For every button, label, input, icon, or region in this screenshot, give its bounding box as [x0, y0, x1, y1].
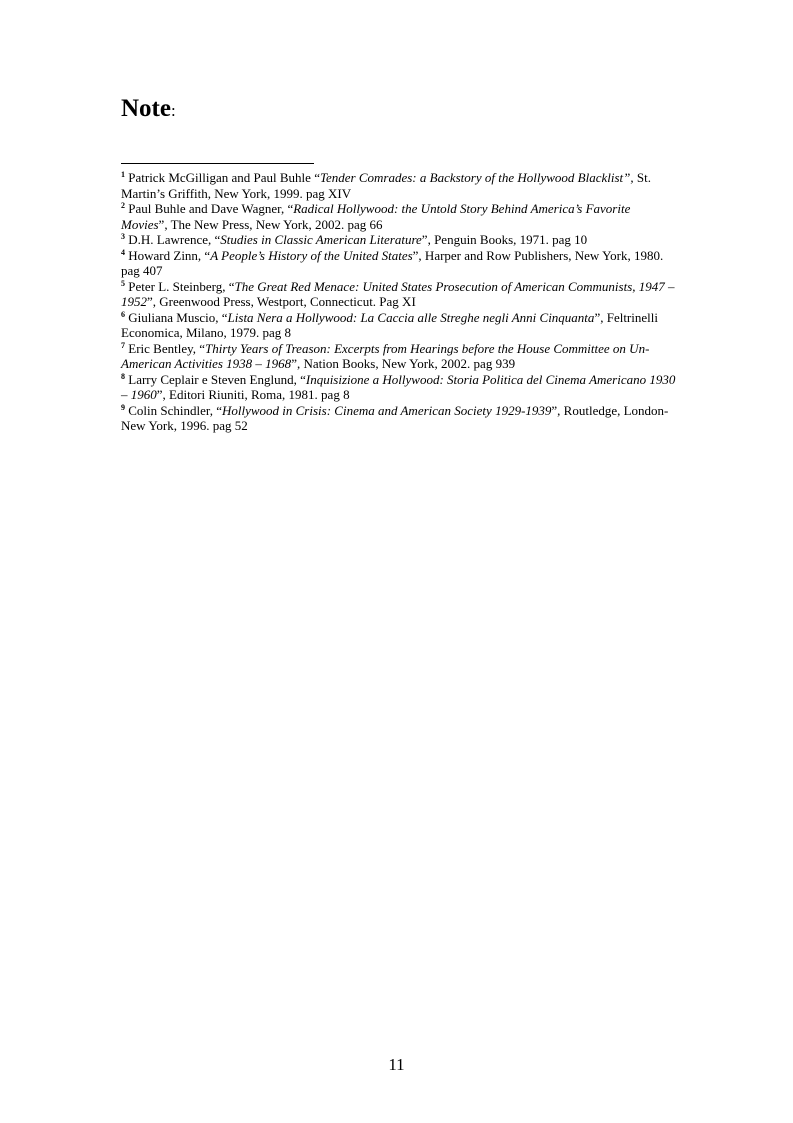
footnote-title: A People’s History of the United States	[210, 247, 413, 263]
footnote-5	[121, 279, 677, 310]
footnote-title: Hollywood in Crisis: Cinema and American Society 1929-1939	[221, 402, 552, 418]
footnote-number: 7	[121, 340, 125, 350]
footnote-number: 4	[121, 247, 125, 257]
footnote-separator	[121, 163, 314, 164]
footnote-2	[121, 201, 677, 232]
footnote-publication: ”, Routledge, London-New York, 1996. pag 52	[121, 402, 669, 433]
footnote-publication: ”, Feltrinelli Economica, Milano, 1979. pag 8	[121, 309, 658, 340]
footnote-author: Larry Ceplair e Steven Englund, “	[125, 371, 306, 387]
footnote-author: Patrick McGilligan and Paul Buhle “	[125, 170, 320, 185]
footnote-number: 3	[121, 232, 125, 241]
footnote-title: Inquisizione a Hollywood: Storia Politica del Cinema Americano 1930 – 1960	[121, 371, 676, 402]
footnote-publication: St. Martin’s Griffith, New York, 1999. pag XIV	[121, 170, 651, 201]
footnote-publication: ”, Greenwood Press, Westport, Connecticut. Pag XI	[147, 294, 416, 309]
footnote-author: Colin Schindler, “	[125, 402, 222, 418]
footnote-9	[121, 403, 677, 434]
footnote-6	[121, 310, 677, 341]
footnote-title: Lista Nera a Hollywood: La Caccia alle Streghe negli Anni Cinquanta	[227, 309, 595, 325]
footnote-title: Tender Comrades: a Backstory of the Hollywood Blacklist”,	[319, 170, 634, 185]
footnote-author: D.H. Lawrence, “	[125, 232, 221, 247]
page-title	[121, 94, 176, 126]
footnote-title: The Great Red Menace: United States Prosecution of American Communists, 1947 – 1952	[121, 278, 675, 309]
footnote-author: Peter L. Steinberg, “	[125, 278, 235, 294]
footnote-author: Howard Zinn, “	[125, 247, 211, 263]
footnote-publication: ”, Harper and Row Publishers, New York, 1980. pag 407	[121, 247, 664, 278]
footnote-author: Giuliana Muscio, “	[125, 309, 228, 325]
footnote-title: Radical Hollywood: the Untold Story Behind America’s Favorite Movies	[121, 201, 631, 232]
footnote-1	[121, 170, 677, 201]
footnote-3	[121, 232, 677, 248]
footnote-number: 1	[121, 170, 125, 179]
page-title-text: Note	[121, 95, 171, 122]
page-title-colon: :	[170, 101, 176, 120]
footnote-8	[121, 372, 677, 403]
footnote-title: Thirty Years of Treason: Excerpts from Hearings before the House Committee on Un-American Activities 1938 – 1968	[121, 340, 650, 371]
page-number: 11	[388, 1055, 405, 1074]
footnote-number: 8	[121, 371, 125, 381]
footnote-number: 5	[121, 278, 125, 288]
footnote-publication: ”, Penguin Books, 1971. pag 10	[421, 232, 588, 247]
footnote-publication: ”, The New Press, New York, 2002. pag 66	[158, 216, 383, 232]
footnote-author: Eric Bentley, “	[125, 340, 206, 356]
footnote-publication: ”, Nation Books, New York, 2002. pag 939	[291, 356, 516, 371]
footnote-publication: ”, Editori Riuniti, Roma, 1981. pag 8	[156, 387, 350, 402]
footnote-4	[121, 248, 677, 279]
footnote-number: 2	[121, 201, 125, 210]
footnote-number: 9	[121, 402, 125, 412]
footnote-title: Studies in Classic American Literature	[220, 232, 422, 247]
footnote-7	[121, 341, 677, 372]
footnote-number: 6	[121, 309, 125, 319]
footnote-author: Paul Buhle and Dave Wagner, “	[125, 201, 294, 216]
footnotes-list	[121, 170, 677, 434]
